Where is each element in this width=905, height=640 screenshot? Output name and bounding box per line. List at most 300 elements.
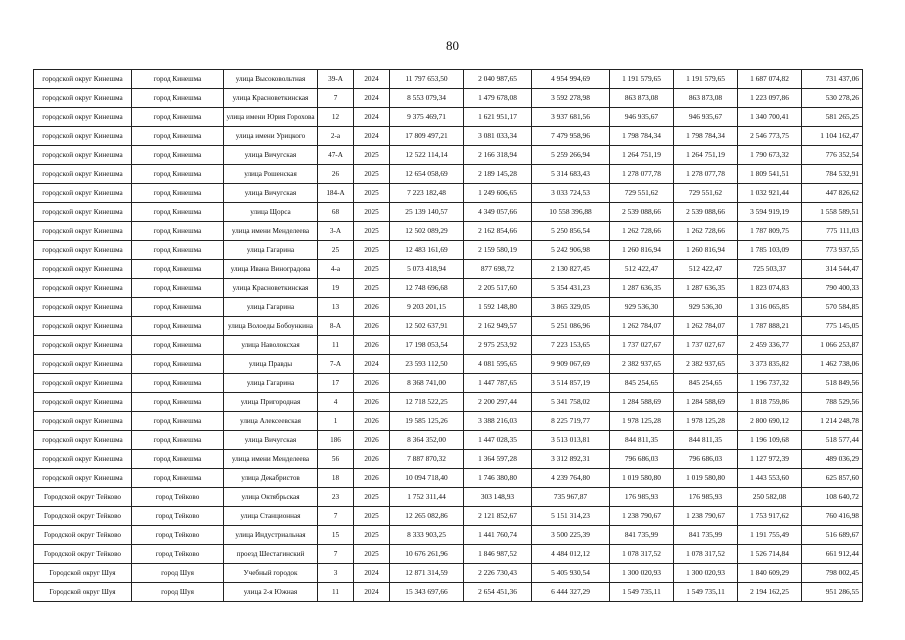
cell-total-cost: 12 483 161,69 [390,241,464,260]
table-row [34,469,863,488]
table-row [34,355,863,374]
cell-total-cost: 8 368 741,00 [390,374,464,393]
cell-cost-part-3: 1 798 784,34 [610,127,674,146]
cell-cost-part-1: 1 746 380,80 [464,469,532,488]
cell-settlement: город Тейково [132,526,224,545]
cell-cost-part-2: 5 250 856,54 [532,222,610,241]
cell-house-number: 7-А [318,355,354,374]
cell-cost-part-6: 1 214 248,78 [802,412,863,431]
cell-total-cost: 12 748 696,68 [390,279,464,298]
cell-settlement: город Кинешма [132,279,224,298]
table-row [34,184,863,203]
cell-year: 2024 [354,127,390,146]
cell-cost-part-2: 3 513 013,81 [532,431,610,450]
cell-total-cost: 8 333 903,25 [390,526,464,545]
cell-year: 2024 [354,89,390,108]
cell-cost-part-1: 1 364 597,28 [464,450,532,469]
cell-cost-part-6: 760 416,98 [802,507,863,526]
cell-cost-part-2: 3 033 724,53 [532,184,610,203]
table-row [34,108,863,127]
cell-municipality: Городской округ Шуя [34,583,132,602]
cell-municipality: городской округ Кинешма [34,431,132,450]
cell-cost-part-3: 1 278 077,78 [610,165,674,184]
cell-cost-part-4: 1 191 579,65 [674,70,738,89]
table-row [34,393,863,412]
cell-year: 2026 [354,317,390,336]
cell-cost-part-4: 796 686,03 [674,450,738,469]
cell-cost-part-3: 1 019 580,80 [610,469,674,488]
cell-cost-part-3: 176 985,93 [610,488,674,507]
table-row [34,564,863,583]
cell-house-number: 2-а [318,127,354,146]
cell-settlement: город Кинешма [132,184,224,203]
cell-cost-part-2: 5 151 314,23 [532,507,610,526]
cell-house-number: 3 [318,564,354,583]
cell-cost-part-5: 1 316 065,85 [738,298,802,317]
cell-settlement: город Кинешма [132,108,224,127]
cell-cost-part-4: 1 737 027,67 [674,336,738,355]
cell-house-number: 23 [318,488,354,507]
cell-cost-part-1: 1 441 760,74 [464,526,532,545]
cell-house-number: 3-А [318,222,354,241]
cell-cost-part-6: 731 437,06 [802,70,863,89]
cell-cost-part-5: 1 753 917,62 [738,507,802,526]
cell-settlement: город Кинешма [132,298,224,317]
cell-street: улица Гагарина [224,241,318,260]
table-row [34,89,863,108]
cell-cost-part-2: 3 500 225,39 [532,526,610,545]
cell-cost-part-1: 2 040 987,65 [464,70,532,89]
table-row [34,146,863,165]
cell-settlement: город Кинешма [132,431,224,450]
table-row [34,583,863,602]
cell-year: 2025 [354,184,390,203]
table-row [34,222,863,241]
cell-cost-part-5: 2 800 690,12 [738,412,802,431]
cell-year: 2025 [354,241,390,260]
cell-cost-part-4: 1 019 580,80 [674,469,738,488]
cell-cost-part-1: 2 159 580,19 [464,241,532,260]
cell-cost-part-2: 5 405 930,54 [532,564,610,583]
cell-street: улица Пригородная [224,393,318,412]
cell-cost-part-5: 725 503,37 [738,260,802,279]
cell-year: 2025 [354,526,390,545]
cell-cost-part-3: 844 811,35 [610,431,674,450]
cell-house-number: 8-А [318,317,354,336]
cell-house-number: 68 [318,203,354,222]
cell-cost-part-2: 3 865 329,05 [532,298,610,317]
cell-cost-part-3: 796 686,03 [610,450,674,469]
cell-municipality: городской округ Кинешма [34,374,132,393]
cell-total-cost: 12 502 089,29 [390,222,464,241]
cell-settlement: город Тейково [132,488,224,507]
cell-cost-part-6: 1 104 162,47 [802,127,863,146]
cell-cost-part-4: 1 284 588,69 [674,393,738,412]
cell-total-cost: 17 198 053,54 [390,336,464,355]
cell-year: 2024 [354,564,390,583]
cell-settlement: город Кинешма [132,450,224,469]
cell-settlement: город Кинешма [132,70,224,89]
cell-cost-part-6: 447 826,62 [802,184,863,203]
cell-year: 2025 [354,488,390,507]
cell-year: 2024 [354,70,390,89]
cell-municipality: Городской округ Тейково [34,507,132,526]
cell-house-number: 13 [318,298,354,317]
cell-street: улица 2-я Южная [224,583,318,602]
cell-total-cost: 10 094 718,40 [390,469,464,488]
cell-cost-part-5: 1 809 541,51 [738,165,802,184]
cell-municipality: городской округ Кинешма [34,89,132,108]
cell-total-cost: 12 502 637,91 [390,317,464,336]
cell-house-number: 19 [318,279,354,298]
cell-cost-part-1: 2 205 517,60 [464,279,532,298]
cell-cost-part-3: 1 978 125,28 [610,412,674,431]
table-row [34,507,863,526]
cell-total-cost: 12 718 522,25 [390,393,464,412]
cell-street: улица имени Менделеева [224,222,318,241]
cell-house-number: 17 [318,374,354,393]
cell-cost-part-3: 1 238 790,67 [610,507,674,526]
cell-street: улица Красноветкинская [224,279,318,298]
cell-street: улица Вичугская [224,146,318,165]
cell-municipality: городской округ Кинешма [34,222,132,241]
cell-cost-part-1: 2 189 145,28 [464,165,532,184]
cell-street: улица имени Урицкого [224,127,318,146]
cell-cost-part-1: 1 249 606,65 [464,184,532,203]
cell-cost-part-2: 4 484 012,12 [532,545,610,564]
cell-cost-part-1: 1 447 787,65 [464,374,532,393]
page-number: 80 [446,38,459,53]
table-row [34,317,863,336]
cell-settlement: город Кинешма [132,260,224,279]
cell-street: улица Вичугская [224,184,318,203]
cell-cost-part-6: 1 462 738,06 [802,355,863,374]
cell-street: улица Красноветкинская [224,89,318,108]
cell-cost-part-3: 1 737 027,67 [610,336,674,355]
cell-cost-part-4: 1 262 728,66 [674,222,738,241]
cell-settlement: город Шуя [132,583,224,602]
cell-year: 2025 [354,165,390,184]
cell-house-number: 26 [318,165,354,184]
data-table [33,69,863,602]
cell-year: 2025 [354,279,390,298]
cell-cost-part-1: 2 162 949,57 [464,317,532,336]
cell-year: 2026 [354,393,390,412]
cell-settlement: город Кинешма [132,336,224,355]
cell-house-number: 7 [318,89,354,108]
cell-house-number: 11 [318,336,354,355]
cell-year: 2024 [354,108,390,127]
cell-cost-part-5: 250 582,08 [738,488,802,507]
cell-total-cost: 1 752 311,44 [390,488,464,507]
cell-year: 2025 [354,222,390,241]
cell-cost-part-3: 1 262 728,66 [610,222,674,241]
cell-cost-part-5: 1 787 888,21 [738,317,802,336]
cell-house-number: 7 [318,507,354,526]
cell-total-cost: 12 522 114,14 [390,146,464,165]
cell-cost-part-3: 845 254,65 [610,374,674,393]
cell-municipality: городской округ Кинешма [34,298,132,317]
cell-cost-part-4: 1 238 790,67 [674,507,738,526]
cell-cost-part-5: 1 340 700,41 [738,108,802,127]
cell-year: 2026 [354,298,390,317]
cell-municipality: Городской округ Тейково [34,488,132,507]
cell-municipality: городской округ Кинешма [34,317,132,336]
cell-total-cost: 8 553 079,34 [390,89,464,108]
cell-cost-part-5: 1 032 921,44 [738,184,802,203]
cell-cost-part-3: 729 551,62 [610,184,674,203]
cell-municipality: городской округ Кинешма [34,70,132,89]
cell-year: 2026 [354,336,390,355]
cell-total-cost: 5 073 418,94 [390,260,464,279]
cell-cost-part-2: 2 130 827,45 [532,260,610,279]
cell-street: улица Высоковольтная [224,70,318,89]
cell-municipality: городской округ Кинешма [34,241,132,260]
cell-cost-part-4: 1 260 816,94 [674,241,738,260]
cell-cost-part-4: 512 422,47 [674,260,738,279]
cell-settlement: город Кинешма [132,222,224,241]
cell-cost-part-2: 4 954 994,69 [532,70,610,89]
cell-cost-part-3: 2 539 088,66 [610,203,674,222]
cell-cost-part-2: 6 444 327,29 [532,583,610,602]
cell-cost-part-2: 5 251 086,96 [532,317,610,336]
cell-cost-part-5: 1 191 755,49 [738,526,802,545]
cell-year: 2026 [354,374,390,393]
cell-cost-part-4: 845 254,65 [674,374,738,393]
table-row [34,526,863,545]
cell-total-cost: 9 203 201,15 [390,298,464,317]
cell-municipality: городской округ Кинешма [34,355,132,374]
cell-total-cost: 10 676 261,96 [390,545,464,564]
cell-cost-part-1: 1 592 148,80 [464,298,532,317]
cell-cost-part-1: 2 654 451,36 [464,583,532,602]
cell-cost-part-5: 1 443 553,60 [738,469,802,488]
cell-cost-part-5: 2 546 773,75 [738,127,802,146]
cell-cost-part-5: 1 196 737,32 [738,374,802,393]
cell-cost-part-3: 1 287 636,35 [610,279,674,298]
cell-cost-part-2: 9 909 067,69 [532,355,610,374]
cell-cost-part-5: 1 785 103,09 [738,241,802,260]
cell-cost-part-3: 841 735,99 [610,526,674,545]
cell-street: улица Октябрьская [224,488,318,507]
cell-cost-part-4: 1 278 077,78 [674,165,738,184]
cell-cost-part-2: 5 314 683,43 [532,165,610,184]
cell-year: 2025 [354,545,390,564]
cell-cost-part-6: 790 400,33 [802,279,863,298]
cell-cost-part-4: 1 264 751,19 [674,146,738,165]
cell-street: улица Вичугская [224,431,318,450]
cell-house-number: 184-А [318,184,354,203]
cell-cost-part-4: 1 549 735,11 [674,583,738,602]
table-row [34,545,863,564]
cell-cost-part-3: 1 191 579,65 [610,70,674,89]
cell-cost-part-5: 1 687 074,82 [738,70,802,89]
cell-cost-part-1: 2 226 730,43 [464,564,532,583]
cell-cost-part-3: 1 300 020,93 [610,564,674,583]
cell-cost-part-4: 946 935,67 [674,108,738,127]
cell-cost-part-6: 775 145,05 [802,317,863,336]
cell-settlement: город Кинешма [132,89,224,108]
table-row [34,450,863,469]
cell-municipality: городской округ Кинешма [34,393,132,412]
cell-street: Учебный городок [224,564,318,583]
cell-street: улица Волоеды Бобоункина [224,317,318,336]
cell-settlement: город Кинешма [132,355,224,374]
cell-cost-part-6: 530 278,26 [802,89,863,108]
cell-cost-part-3: 1 078 317,52 [610,545,674,564]
cell-street: улица имени Юрия Горохова [224,108,318,127]
cell-settlement: город Кинешма [132,146,224,165]
cell-cost-part-1: 3 388 216,03 [464,412,532,431]
cell-cost-part-5: 1 127 972,39 [738,450,802,469]
cell-year: 2025 [354,260,390,279]
cell-settlement: город Кинешма [132,412,224,431]
cell-cost-part-1: 877 698,72 [464,260,532,279]
cell-total-cost: 17 809 497,21 [390,127,464,146]
cell-cost-part-3: 1 549 735,11 [610,583,674,602]
cell-house-number: 56 [318,450,354,469]
cell-house-number: 15 [318,526,354,545]
cell-cost-part-3: 946 935,67 [610,108,674,127]
cell-cost-part-2: 7 479 958,96 [532,127,610,146]
table-row [34,260,863,279]
cell-settlement: город Кинешма [132,127,224,146]
cell-cost-part-2: 5 242 906,98 [532,241,610,260]
cell-settlement: город Тейково [132,507,224,526]
cell-house-number: 4-а [318,260,354,279]
cell-total-cost: 15 343 697,66 [390,583,464,602]
cell-cost-part-2: 8 225 719,77 [532,412,610,431]
cell-house-number: 25 [318,241,354,260]
cell-cost-part-6: 108 640,72 [802,488,863,507]
cell-cost-part-5: 1 526 714,84 [738,545,802,564]
cell-cost-part-6: 570 584,85 [802,298,863,317]
cell-municipality: Городской округ Шуя [34,564,132,583]
cell-house-number: 186 [318,431,354,450]
cell-street: улица Станционная [224,507,318,526]
cell-cost-part-3: 863 873,08 [610,89,674,108]
cell-cost-part-6: 776 352,54 [802,146,863,165]
cell-cost-part-2: 10 558 396,88 [532,203,610,222]
cell-municipality: городской округ Кинешма [34,127,132,146]
cell-cost-part-1: 1 621 951,17 [464,108,532,127]
cell-settlement: город Шуя [132,564,224,583]
table-row [34,70,863,89]
cell-cost-part-4: 863 873,08 [674,89,738,108]
cell-cost-part-4: 729 551,62 [674,184,738,203]
cell-street: улица Гагарина [224,374,318,393]
table-row [34,241,863,260]
cell-street: улица Наволоксхая [224,336,318,355]
cell-street: улица Щорса [224,203,318,222]
cell-cost-part-1: 2 200 297,44 [464,393,532,412]
cell-cost-part-6: 314 544,47 [802,260,863,279]
cell-cost-part-3: 1 262 784,07 [610,317,674,336]
cell-cost-part-5: 3 594 919,19 [738,203,802,222]
cell-total-cost: 25 139 140,57 [390,203,464,222]
cell-cost-part-1: 2 975 253,92 [464,336,532,355]
cell-cost-part-2: 3 937 681,56 [532,108,610,127]
cell-house-number: 39-А [318,70,354,89]
cell-street: улица Правды [224,355,318,374]
cell-cost-part-4: 2 539 088,66 [674,203,738,222]
cell-cost-part-1: 2 166 318,94 [464,146,532,165]
cell-cost-part-6: 784 532,91 [802,165,863,184]
cell-municipality: Городской округ Тейково [34,545,132,564]
cell-settlement: город Кинешма [132,203,224,222]
cell-cost-part-2: 5 341 758,02 [532,393,610,412]
cell-cost-part-6: 661 912,44 [802,545,863,564]
cell-cost-part-5: 1 790 673,32 [738,146,802,165]
cell-cost-part-4: 929 536,30 [674,298,738,317]
cell-cost-part-6: 775 111,03 [802,222,863,241]
table-row [34,298,863,317]
cell-municipality: городской округ Кинешма [34,108,132,127]
cell-total-cost: 12 654 058,69 [390,165,464,184]
cell-municipality: городской округ Кинешма [34,469,132,488]
cell-cost-part-1: 4 349 057,66 [464,203,532,222]
cell-municipality: городской округ Кинешма [34,279,132,298]
cell-cost-part-4: 1 978 125,28 [674,412,738,431]
cell-cost-part-6: 516 689,67 [802,526,863,545]
cell-cost-part-3: 1 264 751,19 [610,146,674,165]
cell-cost-part-4: 176 985,93 [674,488,738,507]
cell-year: 2026 [354,450,390,469]
cell-cost-part-4: 1 798 784,34 [674,127,738,146]
cell-settlement: город Кинешма [132,374,224,393]
table-row [34,165,863,184]
cell-cost-part-4: 841 735,99 [674,526,738,545]
cell-house-number: 47-А [318,146,354,165]
table-row [34,488,863,507]
cell-total-cost: 12 871 314,59 [390,564,464,583]
cell-cost-part-6: 798 002,45 [802,564,863,583]
cell-year: 2026 [354,412,390,431]
cell-municipality: городской округ Кинешма [34,412,132,431]
cell-settlement: город Кинешма [132,317,224,336]
cell-cost-part-4: 1 262 784,07 [674,317,738,336]
cell-municipality: Городской округ Тейково [34,526,132,545]
cell-cost-part-4: 1 078 317,52 [674,545,738,564]
cell-year: 2024 [354,355,390,374]
cell-house-number: 4 [318,393,354,412]
cell-cost-part-1: 303 148,93 [464,488,532,507]
table-body [34,70,863,602]
cell-cost-part-4: 1 300 020,93 [674,564,738,583]
cell-house-number: 12 [318,108,354,127]
cell-year: 2026 [354,431,390,450]
cell-cost-part-1: 2 162 854,66 [464,222,532,241]
cell-total-cost: 7 223 182,48 [390,184,464,203]
cell-cost-part-1: 2 121 852,67 [464,507,532,526]
table-row [34,203,863,222]
cell-street: проезд Шестагинский [224,545,318,564]
cell-cost-part-6: 773 937,55 [802,241,863,260]
cell-municipality: городской округ Кинешма [34,450,132,469]
cell-cost-part-6: 625 857,60 [802,469,863,488]
cell-year: 2025 [354,146,390,165]
cell-cost-part-5: 1 223 097,86 [738,89,802,108]
cell-house-number: 18 [318,469,354,488]
cell-cost-part-3: 1 260 816,94 [610,241,674,260]
cell-total-cost: 7 887 870,32 [390,450,464,469]
cell-cost-part-6: 518 577,44 [802,431,863,450]
cell-cost-part-2: 7 223 153,65 [532,336,610,355]
cell-cost-part-6: 1 066 253,87 [802,336,863,355]
cell-cost-part-4: 1 287 636,35 [674,279,738,298]
cell-municipality: городской округ Кинешма [34,203,132,222]
cell-cost-part-5: 1 818 759,86 [738,393,802,412]
